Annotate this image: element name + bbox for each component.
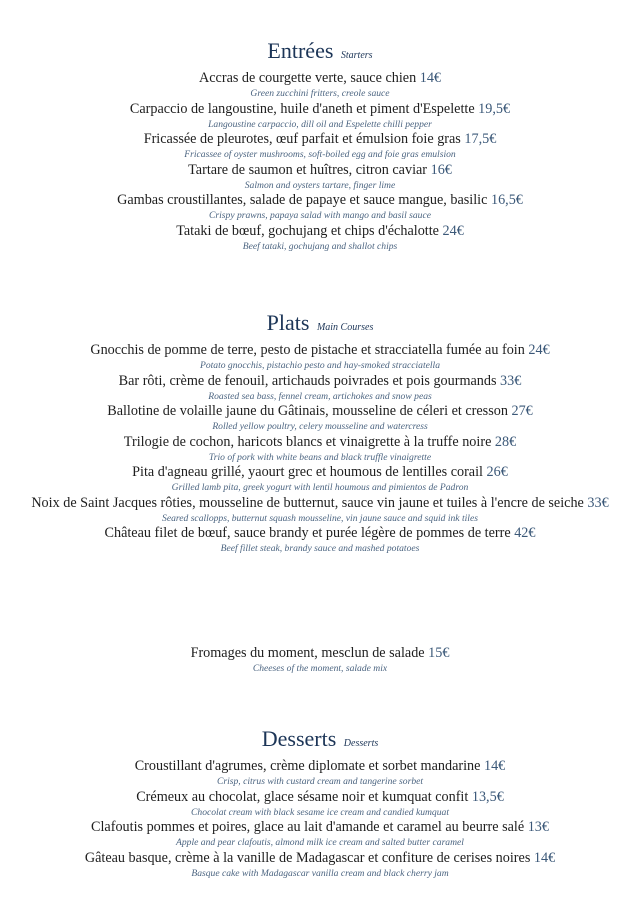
dish-price: 14€ [483, 758, 506, 774]
section-title-fr: Plats [266, 310, 310, 335]
dish-price: 24€ [442, 222, 464, 239]
dish-name: Pita d'agneau grillé, yaourt grec et houmous de lentilles corail [132, 464, 483, 480]
dish-translation: Crispy prawns, papaya salad with mango and basil sauce [209, 210, 431, 221]
menu-item [0, 789, 640, 820]
dish-price: 33€ [500, 372, 522, 389]
dish-price: 28€ [494, 433, 517, 450]
menu-item [0, 403, 640, 434]
dish-translation: Green zucchini fritters, creole sauce [250, 88, 390, 99]
dish-price: 16€ [430, 161, 452, 178]
section-starters [0, 38, 640, 253]
menu-item [0, 373, 640, 404]
menu-item [0, 495, 640, 526]
section-mains [0, 310, 640, 556]
dish-translation: Grilled lamb pita, greek yogurt with lentil houmous and pimientos de Padron [171, 482, 469, 493]
dish-name: Clafoutis pommes et poires, glace au lait d'amande et caramel au beurre salé [91, 819, 525, 835]
menu-item [0, 131, 640, 162]
dish-price: 14€ [533, 849, 556, 866]
dish-name: Gâteau basque, crème à la vanille de Madagascar et confiture de cerises noires [84, 849, 531, 866]
dish-translation: Seared scallopps, butternut squash mousseline, vin jaune sauce and squid ink tiles [162, 512, 478, 524]
dish-price: 16,5€ [490, 192, 523, 208]
section-cheese [0, 645, 640, 676]
dish-translation: Apple and pear clafoutis, almond milk ice cream and salted butter caramel [176, 837, 464, 848]
menu-item [0, 162, 640, 193]
menu-item [0, 819, 640, 850]
section-desserts [0, 726, 640, 880]
menu-item [0, 758, 640, 789]
dish-translation: Salmon and oysters tartare, finger lime [244, 179, 396, 191]
dish-price: 13,5€ [471, 788, 504, 805]
dish-name: Fromages du moment, mesclun de salade [190, 645, 425, 661]
dish-price: 42€ [514, 525, 536, 541]
menu-item [0, 434, 640, 465]
dish-translation: Beef fillet steak, brandy sauce and mashed potatoes [220, 543, 420, 554]
menu-item [0, 464, 640, 495]
section-title-en: Starters [340, 50, 373, 61]
menu-item [0, 342, 640, 373]
section-title-en: Main Courses [316, 322, 374, 333]
menu-item [0, 101, 640, 132]
dish-translation: Potato gnocchis, pistachio pesto and hay-smoked stracciatella [199, 360, 441, 371]
dish-translation: Roasted sea bass, fennel cream, artichokes and snow peas [208, 390, 432, 402]
dish-translation: Langoustine carpaccio, dill oil and Espelette chilli pepper [208, 118, 432, 130]
dish-translation: Rolled yellow poultry, celery mousseline and watercress [212, 421, 428, 432]
dish-name: Croustillant d'agrumes, crème diplomate et sorbet mandarine [134, 758, 481, 774]
dish-translation: Crisp, citrus with custard cream and tangerine sorbet [216, 776, 424, 787]
dish-name: Trilogie de cochon, haricots blancs et vinaigrette à la truffe noire [123, 433, 492, 450]
dish-translation: Fricassee of oyster mushrooms, soft-boiled egg and foie gras emulsion [184, 149, 456, 160]
section-title-en: Desserts [343, 738, 379, 749]
dish-name: Noix de Saint Jacques rôties, mousseline de butternut, sauce vin jaune et tuiles à l'encre de seiche [31, 494, 584, 511]
menu-item [0, 70, 640, 101]
menu-item [0, 645, 640, 676]
dish-price: 19,5€ [478, 100, 511, 117]
dish-name: Tataki de bœuf, gochujang et chips d'échalotte [176, 222, 439, 239]
dish-price: 27€ [511, 403, 533, 419]
dish-translation: Cheeses of the moment, salade mix [252, 663, 388, 674]
section-title-starters [0, 38, 640, 69]
dish-price: 26€ [486, 464, 508, 480]
menu-item [0, 192, 640, 223]
dish-price: 13€ [527, 819, 549, 835]
dish-translation: Chocolat cream with black sesame ice cream and candied kumquat [191, 806, 449, 818]
section-title-desserts [0, 726, 640, 757]
dish-price: 14€ [419, 70, 441, 86]
section-title-mains [0, 310, 640, 341]
menu-item [0, 850, 640, 881]
dish-name: Gambas croustillantes, salade de papaye et sauce mangue, basilic [117, 192, 488, 208]
dish-name: Gnocchis de pomme de terre, pesto de pistache et stracciatella fumée au foin [90, 342, 525, 358]
section-title-fr: Desserts [261, 726, 337, 751]
dish-translation: Trio of pork with white beans and black truffle vinaigrette [208, 451, 432, 463]
dish-name: Château filet de bœuf, sauce brandy et purée légère de pommes de terre [104, 525, 511, 541]
dish-price: 33€ [587, 494, 609, 511]
dish-price: 15€ [428, 645, 450, 661]
dish-name: Ballotine de volaille jaune du Gâtinais, mousseline de céleri et cresson [107, 403, 508, 419]
dish-name: Fricassée de pleurotes, œuf parfait et émulsion foie gras [143, 131, 461, 147]
dish-name: Accras de courgette verte, sauce chien [199, 70, 417, 86]
dish-translation: Basque cake with Madagascar vanilla cream and black cherry jam [191, 867, 449, 879]
dish-name: Carpaccio de langoustine, huile d'aneth et piment d'Espelette [129, 100, 475, 117]
dish-name: Crémeux au chocolat, glace sésame noir et kumquat confit [136, 788, 469, 805]
section-title-fr: Entrées [267, 38, 334, 63]
dish-name: Tartare de saumon et huîtres, citron caviar [188, 161, 428, 178]
dish-price: 17,5€ [464, 131, 497, 147]
dish-price: 24€ [528, 342, 550, 358]
dish-translation: Beef tataki, gochujang and shallot chips [242, 240, 398, 252]
dish-name: Bar rôti, crème de fenouil, artichauds poivrades et pois gourmands [118, 372, 497, 389]
menu-item [0, 525, 640, 556]
menu-item [0, 223, 640, 254]
